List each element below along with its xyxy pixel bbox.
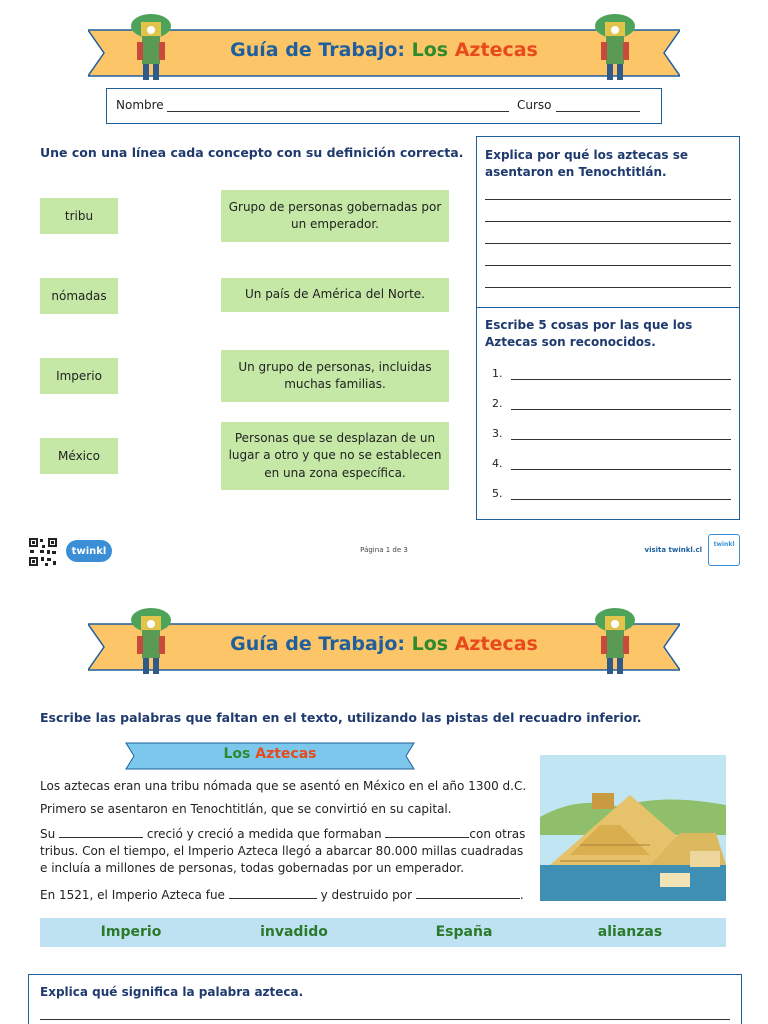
answer-line[interactable] [511, 439, 731, 440]
aztec-figure-icon [592, 606, 638, 678]
aztec-figure-icon [592, 12, 638, 84]
term-box[interactable]: México [40, 438, 118, 474]
name-course-box [106, 88, 662, 124]
blank-field[interactable] [229, 887, 317, 899]
fill-instruction: Escribe las palabras que faltan en el texto, utilizando las pistas del recuadro inferior. [40, 710, 642, 725]
list-number: 2. [492, 397, 503, 410]
answer-line[interactable] [485, 221, 731, 222]
blank-field[interactable] [59, 826, 143, 838]
answer-line[interactable] [485, 287, 731, 288]
explain-question: Explica por qué los aztecas se asentaron en Tenochtitlán. [485, 148, 688, 180]
answer-line[interactable] [485, 265, 731, 266]
definition-box[interactable]: Grupo de personas gobernadas por un emperador. [221, 190, 449, 242]
blank-field[interactable] [385, 826, 469, 838]
answer-line[interactable] [511, 409, 731, 410]
definition-box[interactable]: Un país de América del Norte. [221, 278, 449, 312]
answer-line[interactable] [485, 199, 731, 200]
twinkl-logo: twinkl [66, 540, 112, 562]
clue-word: España [435, 924, 493, 940]
list-number: 5. [492, 487, 503, 500]
answer-line[interactable] [485, 243, 731, 244]
five-things-question: Escribe 5 cosas por las que los Aztecas son reconocidos. [485, 318, 693, 350]
answer-line[interactable] [511, 379, 731, 380]
tenochtitlan-illustration [540, 755, 726, 901]
meaning-question-box [28, 974, 742, 1024]
text-paragraph: Primero se asentaron en Tenochtitlán, que se convirtió en su capital. [40, 802, 452, 816]
clue-word: alianzas [597, 924, 663, 940]
panel-divider [477, 307, 739, 308]
name-field[interactable] [167, 111, 509, 112]
definition-box[interactable]: Un grupo de personas, incluidas muchas familias. [221, 350, 449, 402]
term-box[interactable]: Imperio [40, 358, 118, 394]
text-paragraph-with-blanks: Su creció y creció a medida que formaban con otras tribus. Con el tiempo, el Imperio Azteca llegó a abarcar 80.000 millas cuadradas e incluía a millones de personas, todas gobernadas por un emperador. [40, 827, 526, 875]
answer-line[interactable] [511, 469, 731, 470]
answer-line[interactable] [40, 1019, 730, 1020]
name-label: Nombre [116, 98, 164, 112]
aztec-figure-icon [128, 606, 174, 678]
meaning-question: Explica qué significa la palabra azteca. [40, 985, 304, 999]
list-number: 1. [492, 367, 503, 380]
text-paragraph-with-blanks: En 1521, el Imperio Azteca fue y destruido por . [40, 888, 524, 902]
page2-title: Guía de Trabajo: Los Aztecas [230, 633, 538, 655]
visit-link[interactable]: visita twinkl.cl [644, 546, 702, 554]
term-box[interactable]: tribu [40, 198, 118, 234]
page-number: Página 1 de 3 [360, 546, 408, 554]
course-label: Curso [517, 98, 552, 112]
page1-title: Guía de Trabajo: Los Aztecas [230, 39, 538, 61]
word-clues-box [40, 918, 726, 947]
answer-line[interactable] [511, 499, 731, 500]
course-field[interactable] [556, 111, 640, 112]
match-instruction: Une con una línea cada concepto con su definición correcta. [40, 145, 464, 160]
page-footer [28, 534, 740, 568]
text-paragraph: Los aztecas eran una tribu nómada que se asentó en México en el año 1300 d.C. [40, 779, 527, 793]
aztec-figure-icon [128, 12, 174, 84]
clue-word: invadido [260, 924, 328, 940]
list-number: 3. [492, 427, 503, 440]
list-number: 4. [492, 457, 503, 470]
term-box[interactable]: nómadas [40, 278, 118, 314]
right-question-panel [476, 136, 740, 520]
blank-field[interactable] [416, 887, 520, 899]
sub-banner-title: Los Aztecas [223, 746, 317, 762]
clue-word: Imperio [100, 924, 162, 940]
quality-badge: twinkl [708, 534, 740, 566]
definition-box[interactable]: Personas que se desplazan de un lugar a otro y que no se establecen en una zona específica. [221, 422, 449, 490]
